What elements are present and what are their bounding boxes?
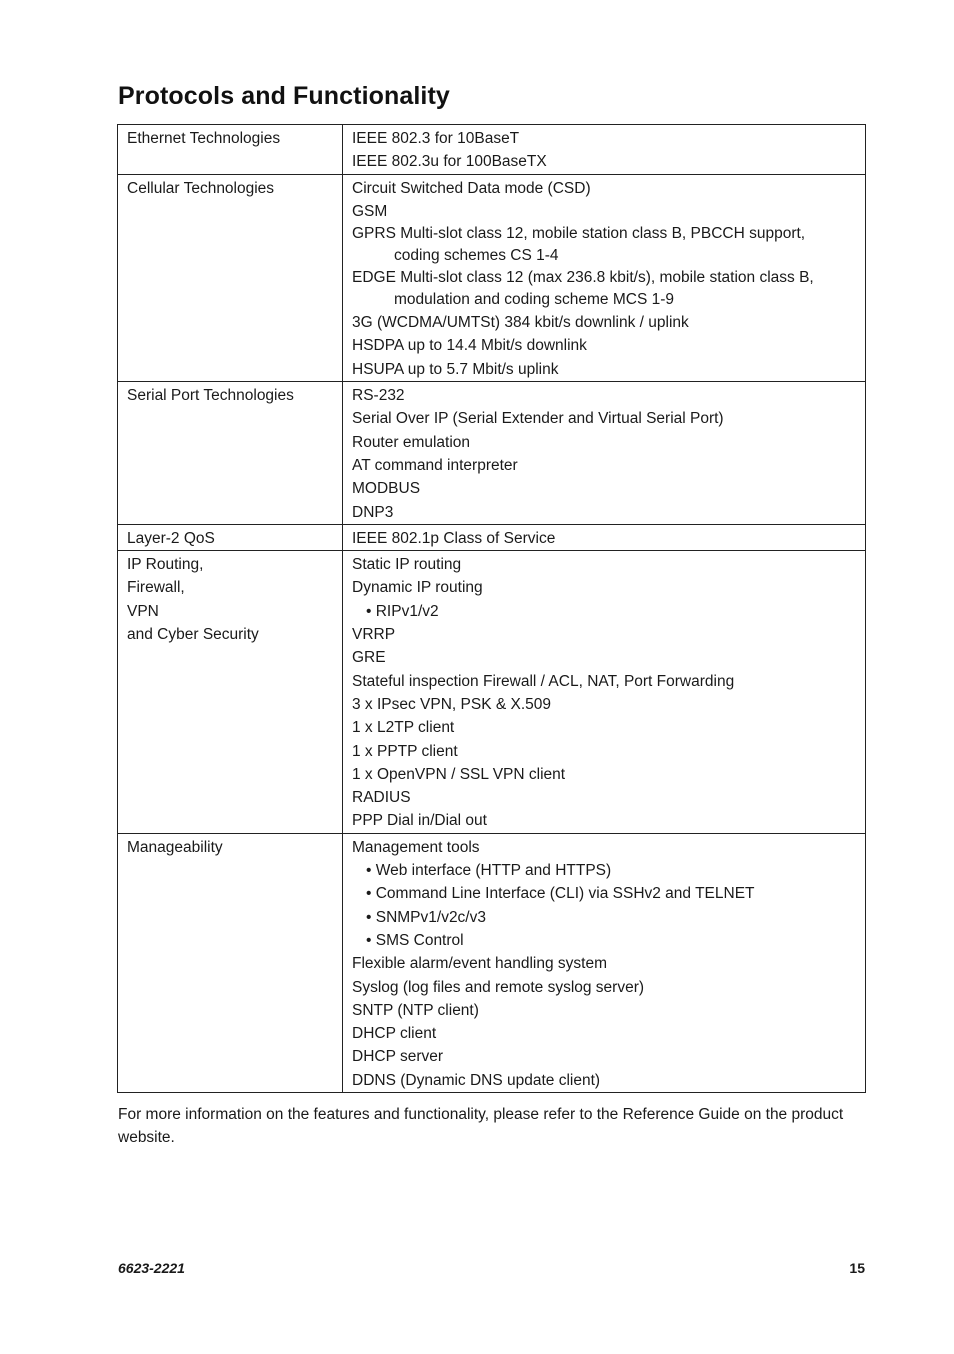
bullet-item: • Web interface (HTTP and HTTPS): [366, 862, 612, 880]
list-item: 1 x OpenVPN / SSL VPN client: [352, 765, 566, 783]
list-item: 3 x IPsec VPN, PSK & X.509: [352, 695, 552, 713]
row-label: [118, 174, 343, 381]
list-item: Circuit Switched Data mode (CSD): [352, 179, 591, 197]
list-item: SNTP (NTP client): [352, 1001, 479, 1019]
list-item: Stateful inspection Firewall / ACL, NAT, Port Forwarding: [352, 672, 735, 690]
row-values: [343, 524, 866, 550]
list-item: Syslog (log files and remote syslog server): [352, 978, 645, 996]
row-values: [343, 125, 866, 175]
list-item-continuation: coding schemes CS 1-4: [394, 247, 559, 265]
bullet-item: • RIPv1/v2: [366, 602, 439, 620]
row-label: [118, 382, 343, 525]
row-values: [343, 551, 866, 834]
list-item: EDGE Multi-slot class 12 (max 236.8 kbit/s), mobile station class B,: [352, 269, 814, 287]
row-label-text: and Cyber Security: [127, 626, 259, 644]
list-item: DDNS (Dynamic DNS update client): [352, 1071, 601, 1089]
list-item: Serial Over IP (Serial Extender and Virtual Serial Port): [352, 410, 724, 428]
table-row: [118, 551, 866, 834]
list-item: GRE: [352, 649, 386, 667]
row-label: [118, 551, 343, 834]
list-item: Static IP routing: [352, 556, 462, 574]
row-label-text: Ethernet Technologies: [127, 130, 281, 147]
table-row: [118, 833, 866, 1092]
table-row: [118, 524, 866, 550]
table-row: [118, 174, 866, 381]
row-label-text: Layer-2 QoS: [127, 529, 215, 547]
list-item: MODBUS: [352, 480, 421, 498]
row-label: [118, 524, 343, 550]
list-item: IEEE 802.3u for 100BaseTX: [352, 153, 547, 171]
bullet-item: • SMS Control: [366, 931, 464, 949]
list-item: RS-232: [352, 387, 405, 405]
list-item: 3G (WCDMA/UMTSt) 384 kbit/s downlink / uplink: [352, 314, 689, 332]
list-item: Flexible alarm/event handling system: [352, 955, 608, 973]
list-item-continuation: modulation and coding scheme MCS 1-9: [394, 291, 675, 309]
row-label-text: Firewall,: [127, 579, 185, 597]
page-title: Protocols and Functionality: [118, 82, 450, 110]
list-item: GSM: [352, 202, 388, 220]
row-label-text: IP Routing,: [127, 556, 204, 574]
row-label: [118, 125, 343, 175]
row-label-text: Serial Port Technologies: [127, 387, 294, 405]
document-number: 6623-2221: [118, 1260, 185, 1276]
list-item: DNP3: [352, 503, 394, 521]
bullet-item: • SNMPv1/v2c/v3: [366, 908, 486, 926]
list-item: Management tools: [352, 838, 480, 856]
list-item: DHCP client: [352, 1025, 437, 1043]
list-item: Dynamic IP routing: [352, 579, 483, 597]
row-values: [343, 174, 866, 381]
page-number: 15: [849, 1260, 865, 1276]
row-label-text: Cellular Technologies: [127, 179, 275, 197]
bullet-item: • Command Line Interface (CLI) via SSHv2 and TELNET: [366, 885, 755, 903]
list-item: IEEE 802.1p Class of Service: [352, 529, 556, 547]
row-label-text: VPN: [127, 602, 159, 620]
protocols-table: [117, 124, 866, 1093]
list-item: DHCP server: [352, 1048, 444, 1066]
row-values: [343, 833, 866, 1092]
row-label-text: Manageability: [127, 838, 223, 856]
list-item: IEEE 802.3 for 10BaseT: [352, 130, 520, 147]
list-item: HSUPA up to 5.7 Mbit/s uplink: [352, 360, 559, 378]
list-item: GPRS Multi-slot class 12, mobile station class B, PBCCH support,: [352, 225, 806, 243]
list-item: Router emulation: [352, 433, 471, 451]
row-values: [343, 382, 866, 525]
list-item: 1 x L2TP client: [352, 719, 455, 737]
list-item: PPP Dial in/Dial out: [352, 812, 487, 830]
table-row: [118, 382, 866, 525]
table-row: [118, 125, 866, 175]
list-item: AT command interpreter: [352, 456, 518, 474]
row-label: [118, 833, 343, 1092]
list-item: VRRP: [352, 626, 396, 644]
list-item: 1 x PPTP client: [352, 742, 458, 760]
list-item: HSDPA up to 14.4 Mbit/s downlink: [352, 337, 587, 355]
footer-note: For more information on the features and functionality, please refer to the Reference Guide on the product website.: [118, 1106, 844, 1146]
list-item: RADIUS: [352, 789, 411, 807]
